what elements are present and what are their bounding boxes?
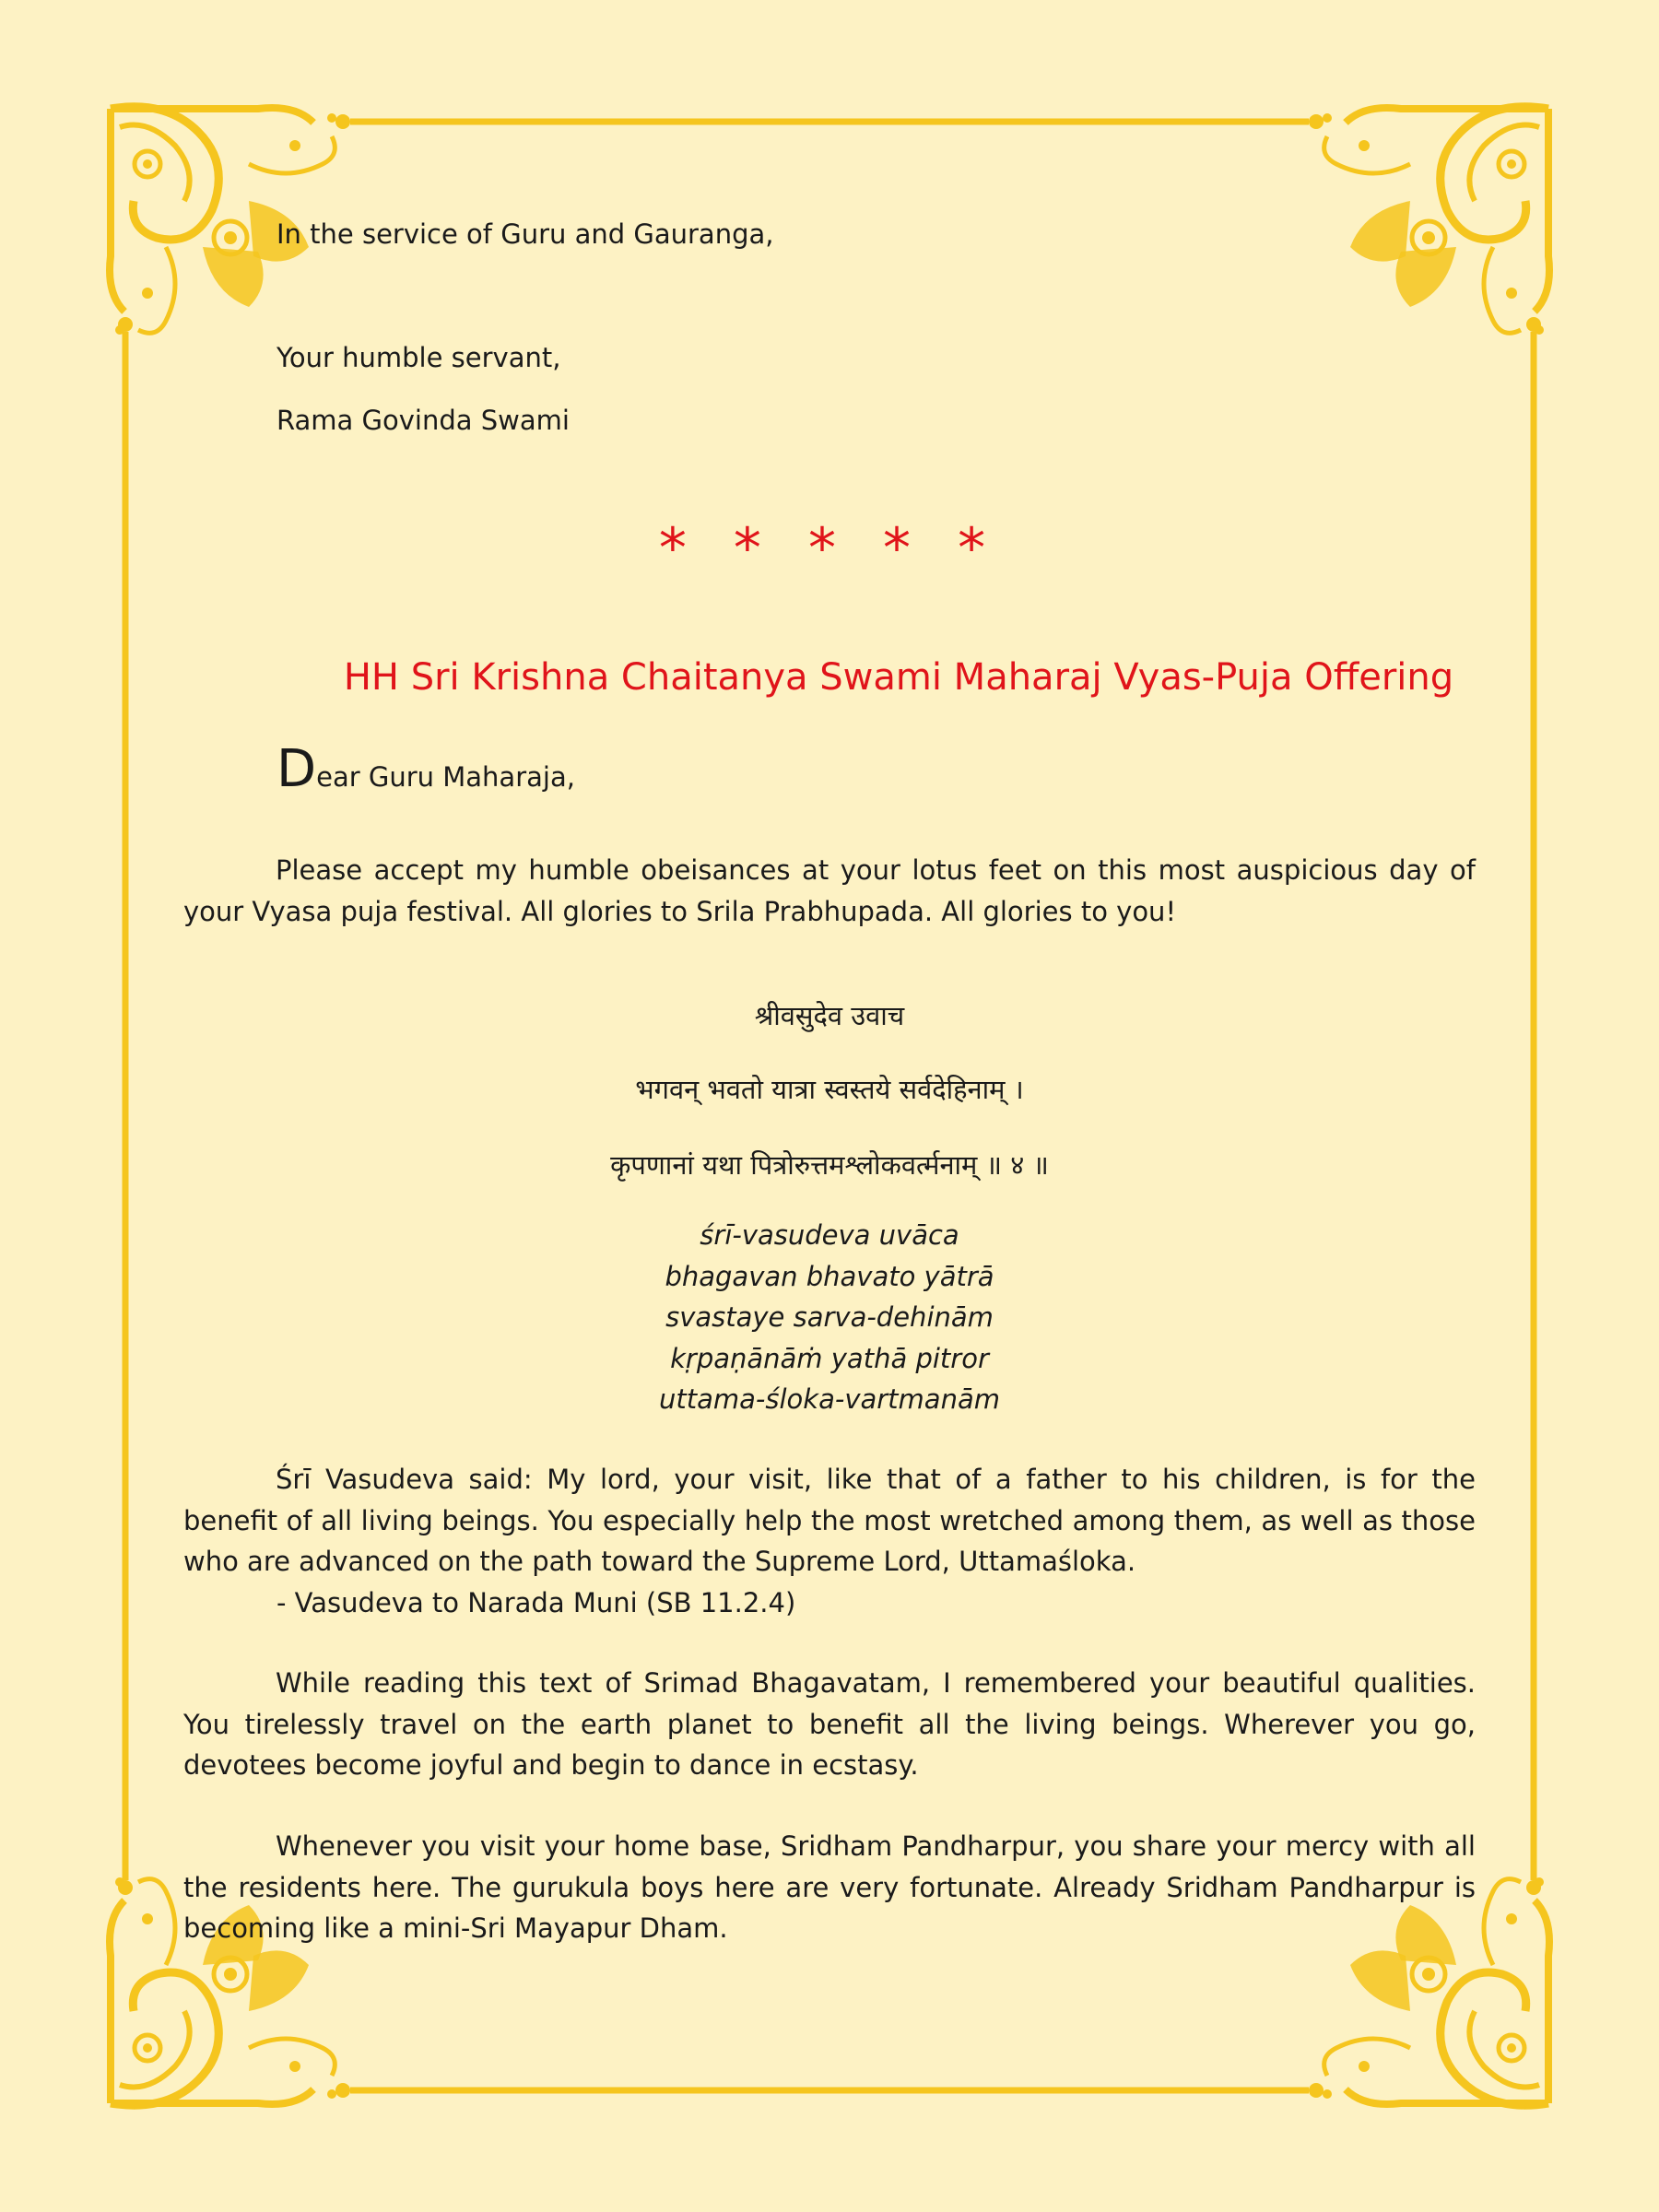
verse-devanagari-line-1: श्रीवसुदेव उवाच [754, 1000, 905, 1031]
paragraph-3-text: Whenever you visit your home base, Sridham Pandharpur, you share your mercy with all the residents here. The gurukula boys here are very fortunate. Already Sridham Pandharpur is becoming like a mini-Sri Mayapur Dham. [183, 1830, 1476, 1944]
transliteration-line: svastaye sarva-dehinām [665, 1301, 994, 1333]
verse-translation [183, 1459, 1476, 1583]
section-separator: * * * * * [658, 516, 1001, 581]
transliteration-line: śrī-vasudeva uvāca [700, 1219, 959, 1251]
salutation-drop-cap: D [276, 739, 317, 799]
service-line: In the service of Guru and Gauranga, [276, 218, 774, 250]
humble-servant-line: Your humble servant, [276, 342, 561, 373]
paragraph-2 [183, 1663, 1476, 1786]
verse-translation-text: Śrī Vasudeva said: My lord, your visit, like that of a father to his children, is for the benefit of all living beings. You especially help the most wretched among them, as well as those who are advanced on the path toward the Supreme Lord, Uttamaśloka. [183, 1464, 1476, 1577]
intro-paragraph [183, 850, 1476, 932]
intro-paragraph-text: Please accept my humble obeisances at your lotus feet on this most auspicious day of your Vyasa puja festival. All glories to Srila Prabhupada. All glories to you! [183, 854, 1476, 927]
paragraph-2-text: While reading this text of Srimad Bhagavatam, I remembered your beautiful qualities. You tirelessly travel on the earth planet to benefit all the living beings. Wherever you go, devotees become joyful and begin to dance in ecstasy. [183, 1667, 1476, 1781]
transliteration-line: kṛpaṇānāṁ yathā pitror [670, 1342, 989, 1374]
salutation [276, 737, 575, 809]
verse-transliteration [0, 1215, 1659, 1420]
paragraph-3 [183, 1826, 1476, 1949]
signature: Rama Govinda Swami [276, 405, 570, 436]
verse-attribution: - Vasudeva to Narada Muni (SB 11.2.4) [276, 1587, 796, 1618]
verse-devanagari-line-2: भगवन् भवतो यात्रा स्वस्तये सर्वदेहिनाम् । [635, 1074, 1024, 1105]
transliteration-line: bhagavan bhavato yātrā [665, 1260, 994, 1292]
offering-title: HH Sri Krishna Chaitanya Swami Maharaj Vyas-Puja Offering [343, 656, 1454, 699]
transliteration-line: uttama-śloka-vartmanām [659, 1383, 1000, 1415]
verse-devanagari-line-3: कृपणानां यथा पित्रोरुत्तमश्लोकवर्त्मनाम् ॥ ४ ॥ [610, 1149, 1049, 1181]
salutation-text: ear Guru Maharaja, [316, 761, 575, 793]
